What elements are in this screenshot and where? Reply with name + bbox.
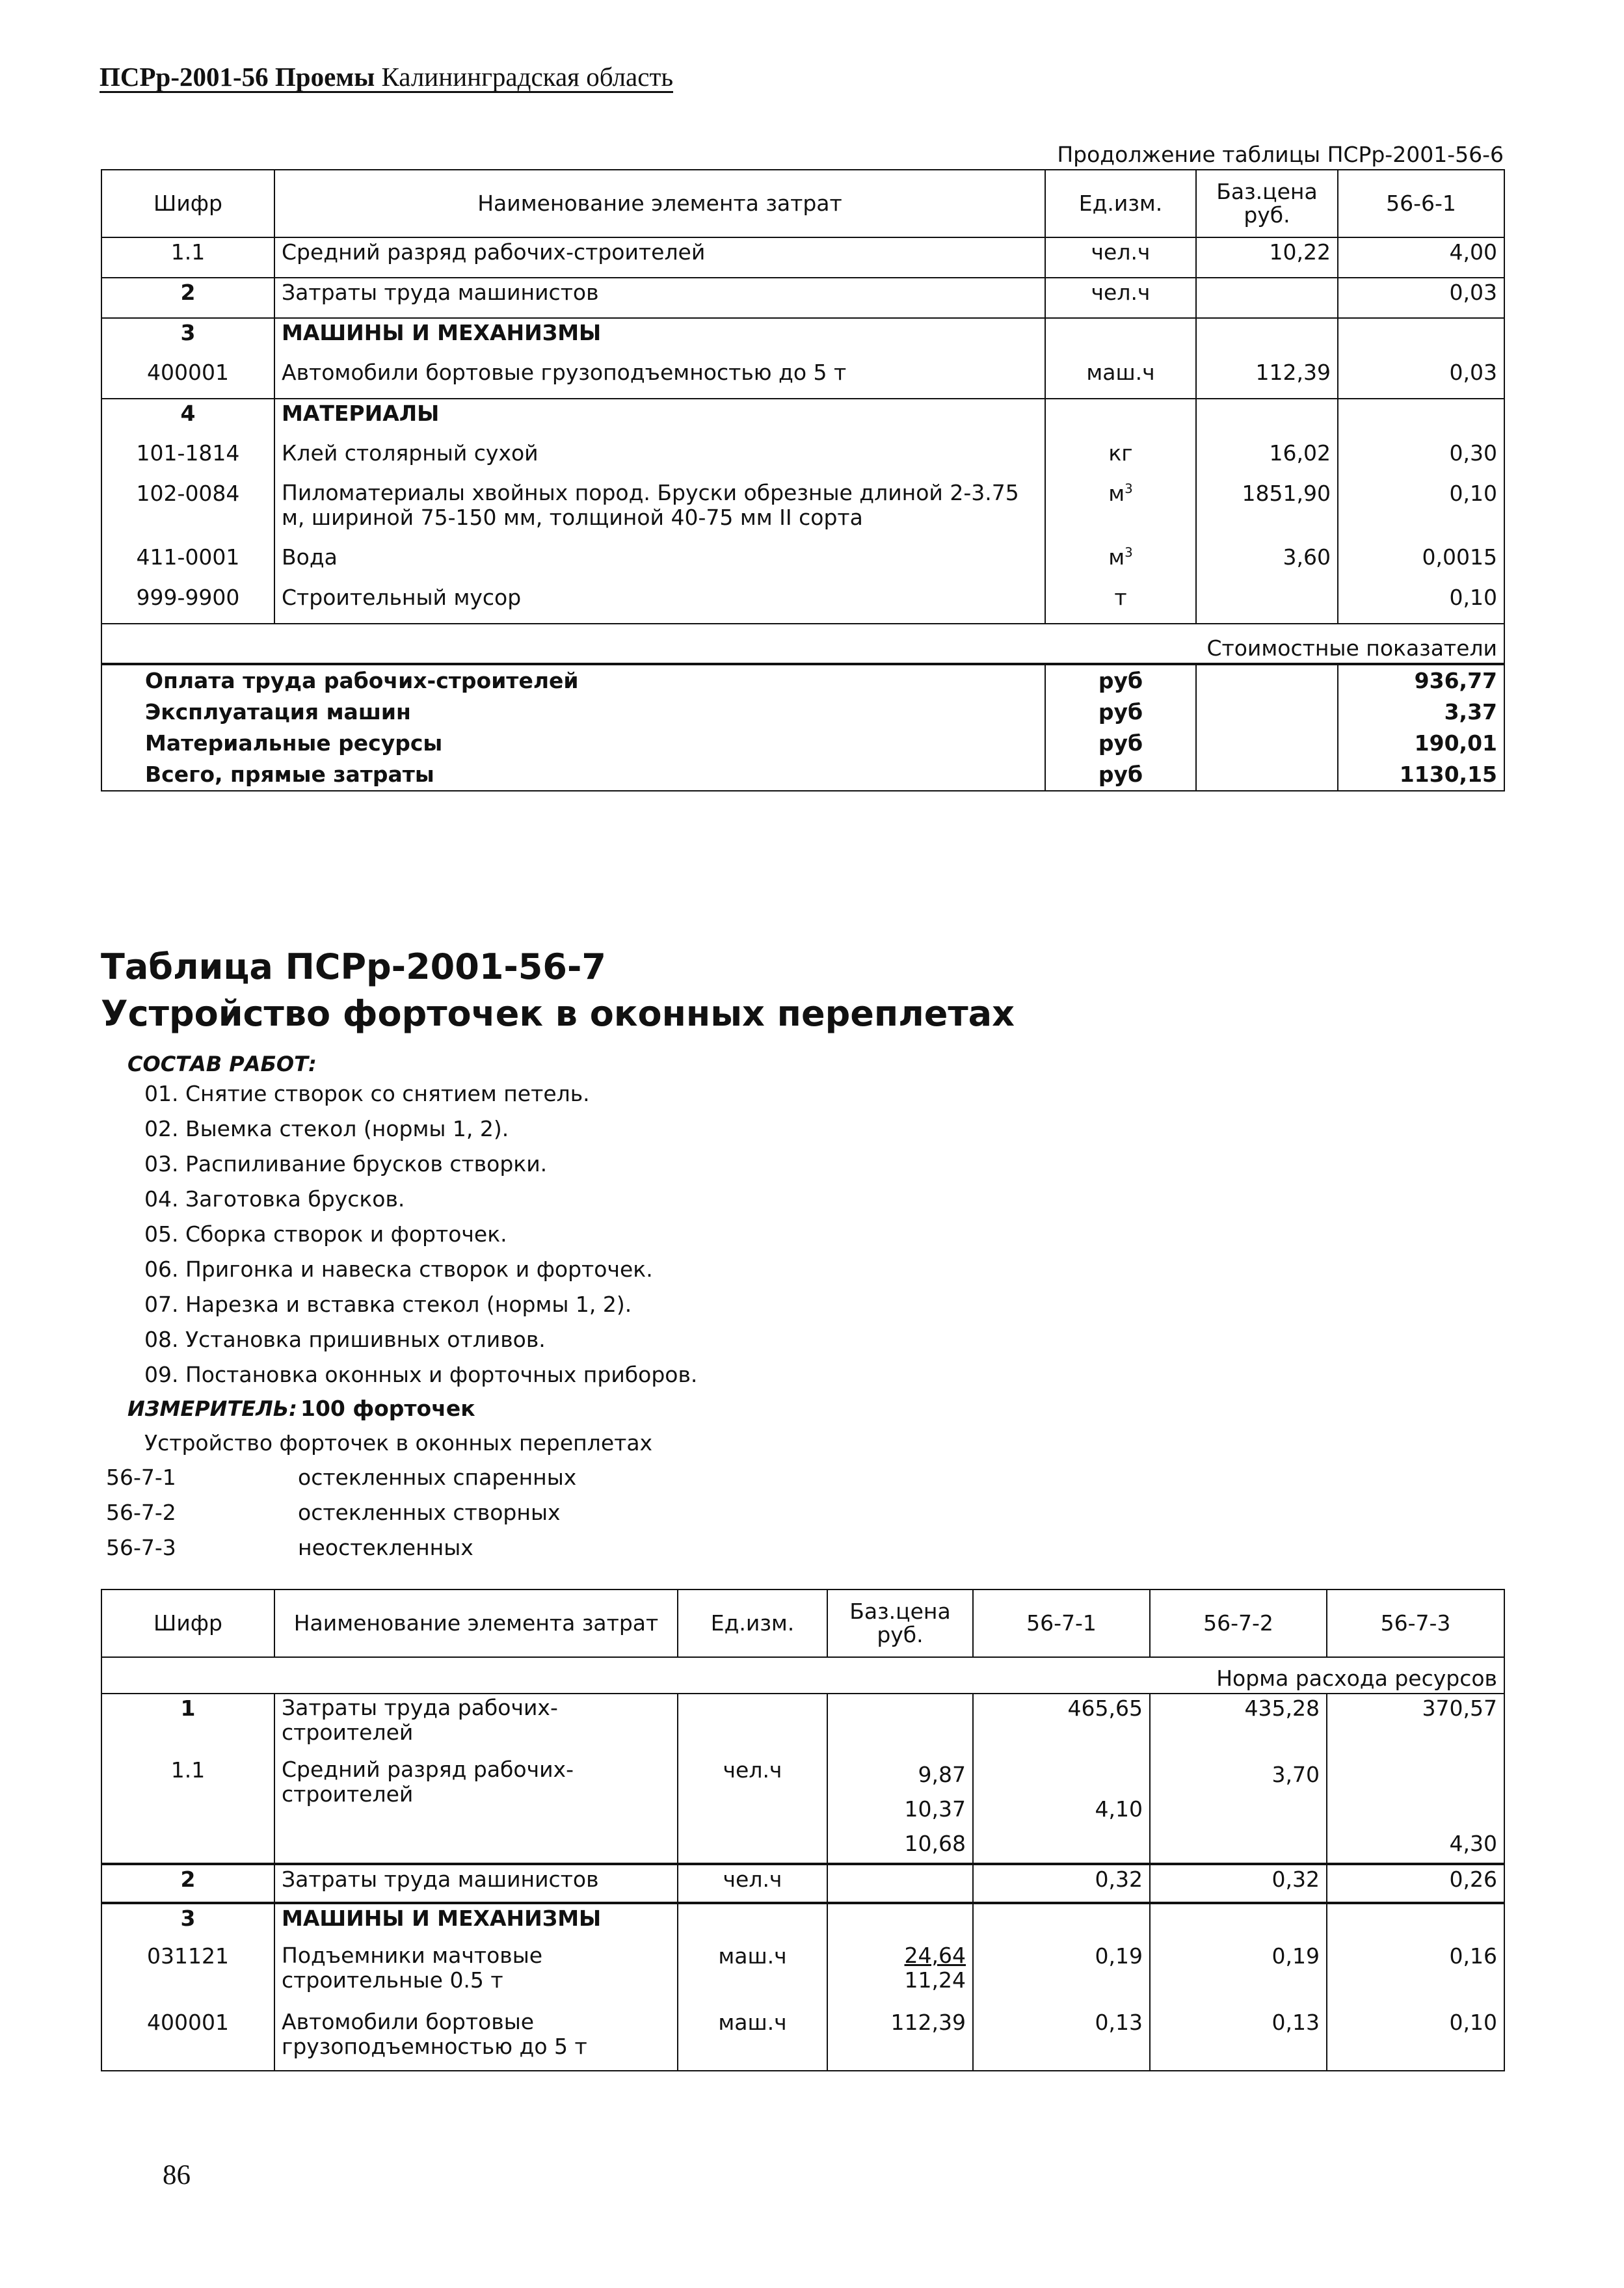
header-code: ПСРр-2001-56 Проемы [100, 62, 375, 92]
row-price [827, 1903, 973, 1942]
summary-unit: руб [1045, 697, 1196, 728]
row-price [827, 1864, 973, 1903]
variant-code: 56-7-1 [106, 1465, 176, 1490]
table-row [101, 358, 1504, 399]
row-unit [678, 1903, 827, 1942]
col-variant1-header: 56-7-1 [973, 1590, 1150, 1657]
row-name: Клей столярный сухой [274, 439, 1045, 479]
col-variant3-header: 56-7-3 [1327, 1590, 1504, 1657]
table-row [101, 583, 1504, 624]
cost-label-row [101, 624, 1504, 664]
table-row [101, 1694, 1504, 1756]
row-name: Затраты труда рабочих-строителей [274, 1694, 678, 1756]
row-value-3: 370,57 [1327, 1694, 1504, 1756]
row-price: 112,39 [827, 2008, 973, 2071]
variant-text: неостекленных [298, 1535, 473, 1560]
row-price: 112,39 [1196, 358, 1338, 399]
summary-row [101, 759, 1504, 791]
row-code: 411-0001 [101, 543, 274, 583]
col-unit-header: Ед.изм. [1045, 170, 1196, 237]
row-name: Строительный мусор [274, 583, 1045, 624]
row-code: 2 [101, 278, 274, 318]
summary-row [101, 697, 1504, 728]
row-price [1196, 399, 1338, 439]
row-price: 1851,90 [1196, 479, 1338, 543]
row-value-1: 465,65 [973, 1694, 1150, 1756]
summary-unit: руб [1045, 664, 1196, 697]
row-value-1: 4,10 [973, 1756, 1150, 1864]
col-name-header: Наименование элемента затрат [274, 170, 1045, 237]
summary-empty [1196, 697, 1338, 728]
summary-row [101, 728, 1504, 759]
norm-label: Норма расхода ресурсов [101, 1657, 1504, 1694]
row-unit: кг [1045, 439, 1196, 479]
row-name: Средний разряд рабочих-строителей [274, 1756, 678, 1864]
row-name: МАШИНЫ И МЕХАНИЗМЫ [274, 1903, 678, 1942]
table1-caption: Продолжение таблицы ПСРр-2001-56-6 [1057, 142, 1504, 167]
row-name: Автомобили бортовые грузоподъемностью до 5 т [274, 358, 1045, 399]
row-name: Средний разряд рабочих-строителей [274, 237, 1045, 278]
summary-label: Материальные ресурсы [101, 728, 1045, 759]
row-value: 0,10 [1338, 583, 1504, 624]
row-value: 0,10 [1338, 479, 1504, 543]
works-label: СОСТАВ РАБОТ: [127, 1052, 317, 1076]
table-row [101, 318, 1504, 358]
row-code: 031121 [101, 1942, 274, 2008]
table2-header-row [101, 1590, 1504, 1657]
row-unit: чел.ч [678, 1756, 827, 1864]
row-unit: чел.ч [678, 1864, 827, 1903]
row-value-1: 0,32 [973, 1864, 1150, 1903]
row-code: 400001 [101, 358, 274, 399]
col-code-header: Шифр [101, 1590, 274, 1657]
table1 [101, 169, 1505, 791]
table-row [101, 237, 1504, 278]
row-prices: 24,64 11,24 [827, 1942, 973, 2008]
row-code: 1.1 [101, 1756, 274, 1864]
section-desc: Устройство форточек в оконных переплетах [144, 1430, 653, 1456]
row-value-1: 0,19 [973, 1942, 1150, 2008]
row-name: МАТЕРИАЛЫ [274, 399, 1045, 439]
works-list [144, 1076, 697, 1392]
row-unit: т [1045, 583, 1196, 624]
col-value-header: 56-6-1 [1338, 170, 1504, 237]
row-value-1 [973, 1903, 1150, 1942]
row-code: 4 [101, 399, 274, 439]
row-value: 0,03 [1338, 358, 1504, 399]
row-code: 999-9900 [101, 583, 274, 624]
row-code: 1 [101, 1694, 274, 1756]
table2 [101, 1589, 1505, 2071]
work-item: 09. Постановка оконных и форточных приборов. [144, 1362, 698, 1387]
table-row [101, 278, 1504, 318]
row-unit: маш.ч [678, 2008, 827, 2071]
summary-value: 3,37 [1338, 697, 1504, 728]
row-code: 3 [101, 1903, 274, 1942]
table-row [101, 543, 1504, 583]
work-item: 06. Пригонка и навеска створок и форточек. [144, 1257, 653, 1282]
cost-label: Стоимостные показатели [101, 624, 1504, 664]
header-region: Калининградская область [381, 62, 674, 92]
table-row [101, 399, 1504, 439]
table-row [101, 1864, 1504, 1903]
row-value-2: 0,19 [1150, 1942, 1327, 2008]
summary-value: 190,01 [1338, 728, 1504, 759]
row-code: 102-0084 [101, 479, 274, 543]
summary-label: Всего, прямые затраты [101, 759, 1045, 791]
section-title-1: Таблица ПСРр-2001-56-7 [101, 946, 606, 987]
summary-row [101, 664, 1504, 697]
row-unit: маш.ч [678, 1942, 827, 2008]
row-value-2: 0,13 [1150, 2008, 1327, 2071]
row-value-3: 4,30 [1327, 1756, 1504, 1864]
table-row [101, 479, 1504, 543]
table1-header-row [101, 170, 1504, 237]
row-unit: $м^3$ [1045, 479, 1196, 543]
meter-value: 100 форточек [300, 1396, 475, 1421]
row-value-3: 0,16 [1327, 1942, 1504, 2008]
work-item: 04. Заготовка брусков. [144, 1186, 405, 1212]
row-code: 400001 [101, 2008, 274, 2071]
summary-unit: руб [1045, 759, 1196, 791]
row-name: Подъемники мачтовые строительные 0.5 т [274, 1942, 678, 2008]
row-value-3: 0,26 [1327, 1864, 1504, 1903]
row-price [827, 1694, 973, 1756]
meter-line [127, 1396, 475, 1421]
variant-code: 56-7-2 [106, 1500, 176, 1525]
table-row [101, 1756, 1504, 1864]
row-name: МАШИНЫ И МЕХАНИЗМЫ [274, 318, 1045, 358]
col-price-header: Баз.цена руб. [827, 1590, 973, 1657]
col-unit-header: Ед.изм. [678, 1590, 827, 1657]
table-row [101, 2008, 1504, 2071]
row-value-2 [1150, 1903, 1327, 1942]
summary-unit: руб [1045, 728, 1196, 759]
table-row [101, 1942, 1504, 2008]
variant-text: остекленных спаренных [298, 1465, 577, 1490]
row-unit: чел.ч [1045, 237, 1196, 278]
summary-value: 1130,15 [1338, 759, 1504, 791]
table-row [101, 1903, 1504, 1942]
row-code: 3 [101, 318, 274, 358]
row-unit [678, 1694, 827, 1756]
row-prices: 9,87 10,37 10,68 [827, 1756, 973, 1864]
row-code: 1.1 [101, 237, 274, 278]
work-item: 03. Распиливание брусков створки. [144, 1151, 548, 1177]
table-row [101, 439, 1504, 479]
row-value: 0,30 [1338, 439, 1504, 479]
row-value: 0,03 [1338, 278, 1504, 318]
row-name: Затраты труда машинистов [274, 278, 1045, 318]
row-unit: чел.ч [1045, 278, 1196, 318]
summary-empty [1196, 728, 1338, 759]
row-unit [1045, 399, 1196, 439]
row-unit [1045, 318, 1196, 358]
row-value-2: 435,28 [1150, 1694, 1327, 1756]
row-unit: $м^3$ [1045, 543, 1196, 583]
row-price [1196, 278, 1338, 318]
row-value-3 [1327, 1903, 1504, 1942]
variant-code: 56-7-3 [106, 1535, 176, 1560]
row-value: 0,0015 [1338, 543, 1504, 583]
row-value-1: 0,13 [973, 2008, 1150, 2071]
summary-label: Оплата труда рабочих-строителей [101, 664, 1045, 697]
row-value-2: 3,70 [1150, 1756, 1327, 1864]
row-unit: маш.ч [1045, 358, 1196, 399]
row-price: 10,22 [1196, 237, 1338, 278]
variant-text: остекленных створных [298, 1500, 561, 1525]
row-name: Затраты труда машинистов [274, 1864, 678, 1903]
col-code-header: Шифр [101, 170, 274, 237]
col-price-header: Баз.цена руб. [1196, 170, 1338, 237]
work-item: 07. Нарезка и вставка стекол (нормы 1, 2). [144, 1292, 632, 1317]
row-name: Пиломатериалы хвойных пород. Бруски обрезные длиной 2-3.75 м, шириной 75-150 мм, толщиной 40-75 мм II сорта [274, 479, 1045, 543]
section-title-2: Устройство форточек в оконных переплетах [101, 993, 1015, 1034]
row-code: 101-1814 [101, 439, 274, 479]
row-value [1338, 318, 1504, 358]
row-value [1338, 399, 1504, 439]
meter-label: ИЗМЕРИТЕЛЬ: [127, 1396, 297, 1421]
page-number: 86 [163, 2160, 191, 2190]
summary-value: 936,77 [1338, 664, 1504, 697]
running-header [100, 61, 673, 93]
row-price: 16,02 [1196, 439, 1338, 479]
row-code: 2 [101, 1864, 274, 1903]
row-price: 3,60 [1196, 543, 1338, 583]
work-item: 05. Сборка створок и форточек. [144, 1221, 507, 1247]
row-value-2: 0,32 [1150, 1864, 1327, 1903]
summary-empty [1196, 664, 1338, 697]
row-value-3: 0,10 [1327, 2008, 1504, 2071]
summary-label: Эксплуатация машин [101, 697, 1045, 728]
work-item: 08. Установка пришивных отливов. [144, 1327, 546, 1352]
row-value: 4,00 [1338, 237, 1504, 278]
summary-empty [1196, 759, 1338, 791]
norm-label-row [101, 1657, 1504, 1694]
row-name: Автомобили бортовые грузоподъемностью до 5 т [274, 2008, 678, 2071]
work-item: 02. Выемка стекол (нормы 1, 2). [144, 1116, 509, 1141]
row-price [1196, 318, 1338, 358]
work-item: 01. Снятие створок со снятием петель. [144, 1081, 590, 1106]
row-name: Вода [274, 543, 1045, 583]
col-name-header: Наименование элемента затрат [274, 1590, 678, 1657]
col-variant2-header: 56-7-2 [1150, 1590, 1327, 1657]
row-price [1196, 583, 1338, 624]
